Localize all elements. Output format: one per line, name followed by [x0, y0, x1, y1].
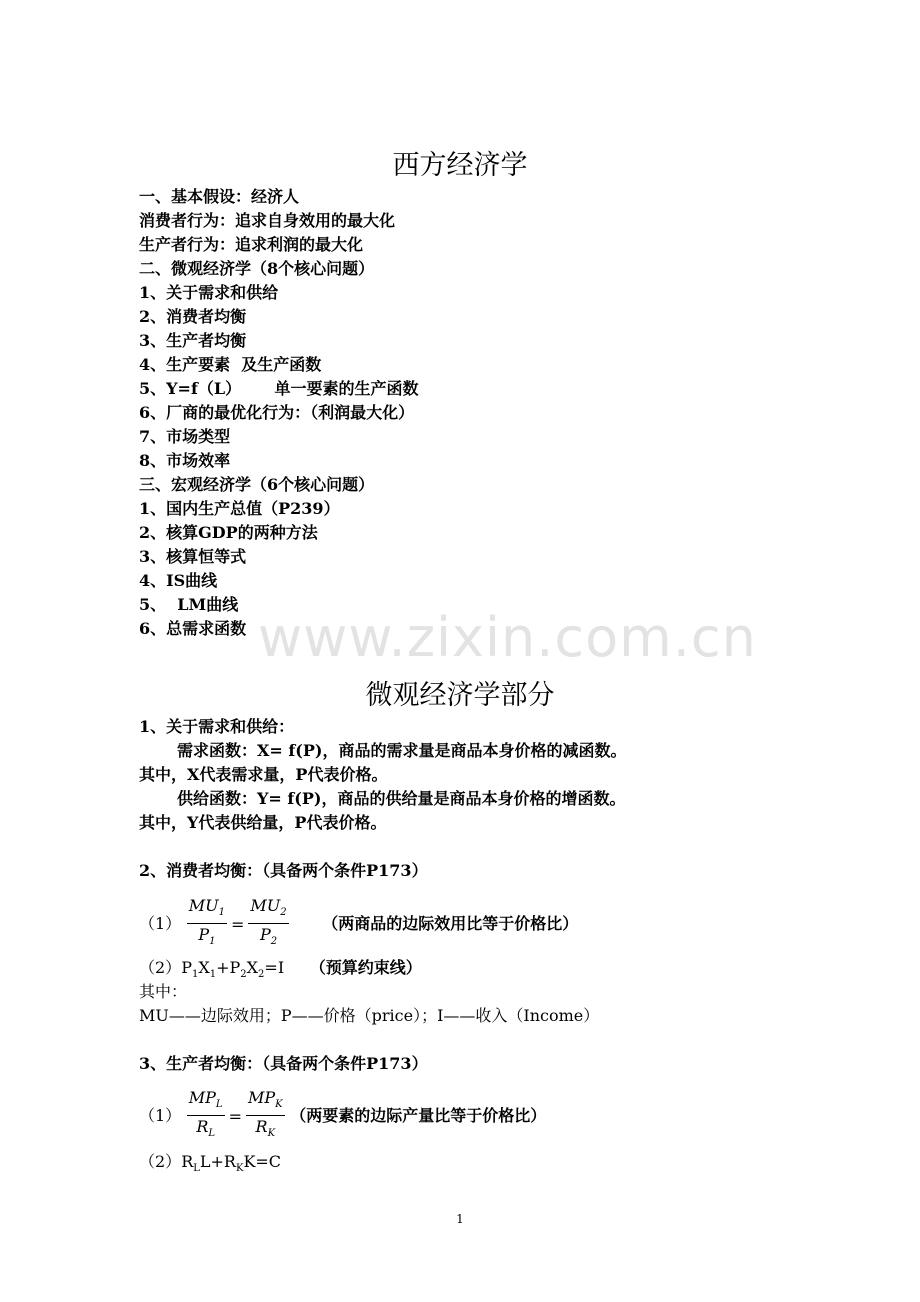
- consumer-condition-1: [139, 896, 578, 953]
- intro-line: 6、厂商的最优化行为：（利润最大化）: [139, 403, 415, 422]
- fraction-mu1-p1: $\frac{MU_1}{P_1}$: [188, 896, 226, 948]
- equals-sign: =: [228, 1106, 242, 1126]
- producer-condition-2: $(2)R_LL+R_KK=C$: [139, 1152, 282, 1175]
- intro-line: 8、市场效率: [139, 451, 231, 470]
- intro-line: 2、消费者均衡: [139, 307, 247, 326]
- section3-heading: 3、生产者均衡：（具备两个条件P173）: [139, 1054, 428, 1073]
- demand-explanation: 其中，X代表需求量，P代表价格。: [139, 765, 388, 784]
- producer-condition-1: （1） $\frac{MP_L}{R_L}$ = $\frac{MP_K}{R_K}$ （两要素的边际产量比等于价格比）: [139, 1088, 546, 1145]
- intro-line: 5、Y=f（L） 单一要素的生产函数: [139, 379, 419, 398]
- page-title: 西方经济学: [392, 150, 528, 181]
- intro-line: 一、基本假设：经济人: [139, 187, 300, 206]
- supply-explanation: 其中，Y代表供给量，P代表价格。: [139, 813, 387, 832]
- section1-heading: 1、关于需求和供给：: [139, 717, 295, 736]
- condition-note: （两商品的边际效用比等于价格比）: [322, 914, 579, 934]
- intro-line: 2、核算GDP的两种方法: [139, 523, 318, 542]
- intro-line: 7、市场类型: [139, 427, 231, 446]
- section2-heading: 2、消费者均衡：（具备两个条件P173）: [139, 861, 428, 880]
- section-title: 微观经济学部分: [365, 680, 555, 711]
- intro-line: 3、生产者均衡: [139, 331, 247, 350]
- page-number: 1: [456, 1212, 464, 1226]
- intro-line: 5、 LM曲线: [139, 595, 239, 614]
- intro-line: 消费者行为：追求自身效用的最大化: [139, 211, 396, 230]
- intro-line: 4、生产要素 及生产函数: [139, 355, 322, 374]
- intro-line: 生产者行为：追求利润的最大化: [139, 235, 364, 254]
- intro-line: 1、国内生产总值（P239）: [139, 499, 340, 518]
- intro-line: 二、微观经济学（8个核心问题）: [139, 259, 375, 278]
- condition-prefix: （1）: [139, 914, 182, 934]
- intro-line: 三、宏观经济学（6个核心问题）: [139, 475, 375, 494]
- intro-line: 3、核算恒等式: [139, 547, 247, 566]
- consumer-condition-2: $(2)P_1X_1+P_2X_2=I$ （预算约束线）: [139, 958, 422, 981]
- fraction-mpk-rk: $\frac{MP_K}{R_K}$: [247, 1088, 283, 1140]
- intro-line: 4、IS曲线: [139, 571, 218, 590]
- condition-note: （两要素的边际产量比等于价格比）: [290, 1106, 547, 1126]
- equals-sign: =: [231, 914, 245, 934]
- intro-line: 1、关于需求和供给: [139, 283, 279, 302]
- condition-note: （预算约束线）: [309, 958, 422, 977]
- fraction-mpl-rl: $\frac{MP_L}{R_L}$: [188, 1088, 223, 1140]
- intro-line: 6、总需求函数: [139, 619, 247, 638]
- supply-function: 供给函数：Y= f(P)，商品的供给量是商品本身价格的增函数。: [177, 789, 626, 808]
- demand-function: 需求函数：X= f(P)，商品的需求量是商品本身价格的减函数。: [177, 741, 627, 760]
- where-label: 其中：: [139, 982, 188, 1001]
- watermark-text: www.zixin.com.cn: [258, 606, 757, 669]
- fraction-mu2-p2: $\frac{MU_2}{P_2}$: [250, 896, 287, 948]
- symbol-legend: MU——边际效用；P——价格（price）；I——收入（Income）: [139, 1006, 600, 1025]
